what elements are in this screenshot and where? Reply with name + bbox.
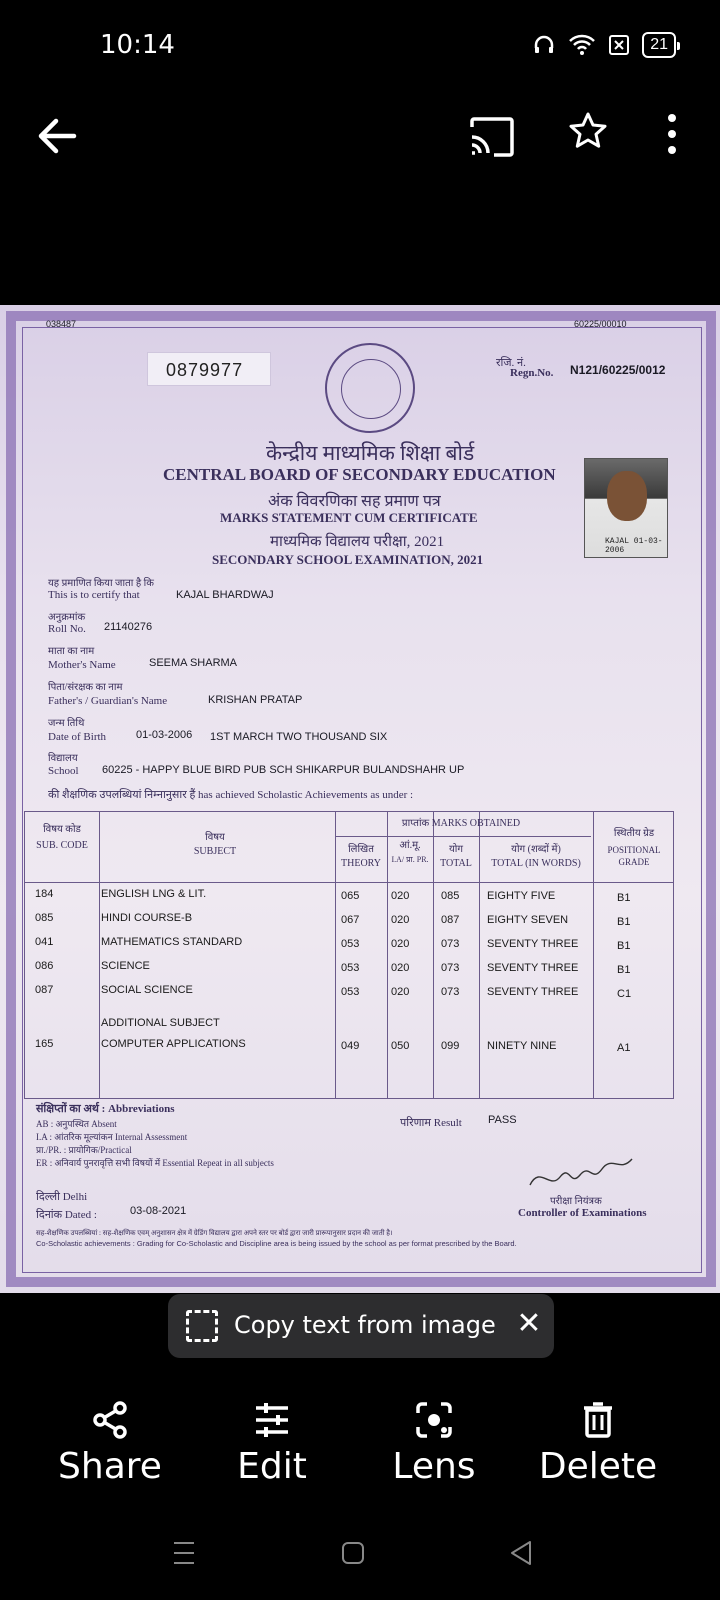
copy-text-chip[interactable] [168,1294,554,1358]
star-icon[interactable] [568,111,608,151]
school-name: 60225 - HAPPY BLUE BIRD PUB SCH SHIKARPUR BULANDSHAHR UP [102,764,465,776]
battery-icon: 21 [642,32,676,58]
cell-code: 086 [35,960,54,972]
footer-hindi: सह-शैक्षणिक उपलब्धियां : सह-शैक्षणिक एवम् अनुशासन क्षेत्र में ग्रेडिंग विद्यालय द्वारा अपने स्तर पर बोर्ड द्वारा जारी प्रारूपानुसार प्रदान की जाती है। [36,1229,393,1237]
cell-words: NINETY NINE [487,1040,557,1052]
share-label: Share [58,1446,162,1487]
footer-english: Co-Scholastic achievements : Grading for Co-Scholastic and Discipline area is being issued by the school as per format prescribed by the Board. [36,1239,517,1248]
th-ia: I.A/ प्रा. PR. [391,855,429,864]
lens-icon [414,1400,454,1440]
serial-left: 038487 [46,319,77,329]
exam-title: SECONDARY SCHOOL EXAMINATION, 2021 [212,552,484,567]
cell-code: 184 [35,888,54,900]
place: दिल्ली Delhi [36,1191,88,1203]
regn-label: Regn.No. [510,367,554,379]
mother-label: Mother's Name [48,659,116,671]
controller-label: Controller of Examinations [518,1207,647,1219]
board-name-hindi: केन्द्रीय माध्यमिक शिक्षा बोर्ड [266,441,475,465]
certify-hindi: यह प्रमाणित किया जाता है कि [48,578,154,589]
clock: 10:14 [100,30,175,60]
delete-label: Delete [538,1446,658,1487]
certificate-title: MARKS STATEMENT CUM CERTIFICATE [220,510,478,525]
cell-total: 073 [441,962,460,974]
exam-title-hindi: माध्यमिक विद्यालय परीक्षा, 2021 [270,534,445,550]
father-hindi: पिता/संरक्षक का नाम [48,682,123,693]
cell-grade: C1 [617,988,632,1000]
th-grade: POSITIONAL GRADE [607,845,661,867]
wifi-icon [568,33,596,57]
regn-number: N121/60225/0012 [570,363,666,377]
th-ia-hindi: आं.मू. [399,840,421,851]
dob-hindi: जन्म तिथि [48,718,85,729]
status-icons [532,32,676,58]
cell-total: 087 [441,914,460,926]
serial-right: 60225/00010 [574,319,627,329]
delete-button[interactable] [518,1400,678,1487]
cell-subject: MATHEMATICS STANDARD [101,936,243,948]
certify-label: This is to certify that [48,589,140,601]
th-subject: SUBJECT [193,846,237,857]
scan-text-icon [186,1310,218,1342]
roll-label: Roll No. [48,623,86,635]
achievements-line: की शैक्षणिक उपलब्धियां निम्नानुसार हैं has achieved Scholastic Achievements as under : [48,789,414,801]
headset-icon [532,33,556,57]
edit-label: Edit [237,1446,307,1487]
app-bar [0,95,720,175]
th-marks-obtained: प्राप्तांक MARKS OBTAINED [401,818,521,829]
th-theory: THEORY [341,858,381,869]
cell-code: 085 [35,912,54,924]
cell-words: EIGHTY FIVE [487,890,556,902]
back-arrow-icon[interactable] [34,113,80,159]
cell-grade: B1 [617,892,631,904]
th-words-hindi: योग (शब्दों में) [511,844,561,855]
cell-grade: B1 [617,940,631,952]
regn-label-hindi: रजि. नं. [496,357,526,369]
cell-theory: 053 [341,962,360,974]
cell-ia: 020 [391,914,410,926]
system-nav-bar [0,1530,720,1580]
dated-label: दिनांक Dated : [36,1209,97,1221]
th-total: TOTAL [440,858,472,869]
cell-theory: 067 [341,914,360,926]
cell-subject: HINDI COURSE-B [101,912,193,924]
board-name: CENTRAL BOARD OF SECONDARY EDUCATION [163,465,556,484]
signature-icon [526,1157,646,1197]
school-label: School [48,765,79,777]
abbr-title: संक्षिप्तों का अर्थ : Abbreviations [36,1103,175,1115]
cell-subject: SCIENCE [101,960,150,972]
certificate-image[interactable] [0,305,720,1293]
cell-ia: 020 [391,986,410,998]
mother-hindi: माता का नाम [48,646,95,657]
cell-theory: 049 [341,1040,360,1052]
father-label: Father's / Guardian's Name [48,695,168,707]
lens-button[interactable] [354,1400,514,1487]
more-options-icon[interactable] [660,111,684,157]
cell-code: 165 [35,1038,54,1050]
cell-subject: ENGLISH LNG & LIT. [101,888,207,900]
cell-ia: 020 [391,890,410,902]
th-subject-hindi: विषय [205,832,225,843]
marks-table [24,811,674,1099]
cell-total: 085 [441,890,460,902]
dated: 03-08-2021 [130,1205,187,1217]
cell-total: 073 [441,938,460,950]
cell-grade: B1 [617,916,631,928]
student-photo [584,458,668,558]
bottom-actions [0,1400,720,1510]
dob-label: Date of Birth [48,731,107,743]
cell-grade: B1 [617,964,631,976]
trash-icon [578,1400,618,1440]
roll-number: 21140276 [104,621,153,633]
roll-hindi: अनुक्रमांक [48,612,86,623]
copy-text-label: Copy text from image [234,1311,496,1339]
cell-words: SEVENTY THREE [487,962,579,974]
cell-words: SEVENTY THREE [487,938,579,950]
cell-subject: COMPUTER APPLICATIONS [101,1038,246,1050]
cbse-seal-icon [325,343,415,433]
th-grade-hindi: स्थितीय ग्रेड [613,828,655,839]
cell-ia: 020 [391,962,410,974]
cell-subject: SOCIAL SCIENCE [101,984,193,996]
cell-code: 041 [35,936,54,948]
cell-theory: 053 [341,986,360,998]
cell-code: 087 [35,984,54,996]
result-label: परिणाम Result [400,1117,462,1129]
abbr-pr: प्रा./PR. : प्रायोगिक/Practical [36,1145,132,1155]
share-icon [90,1400,130,1440]
abbr-ia: I.A : आंतरिक मूल्यांकन Internal Assessment [36,1132,188,1142]
cell-total: 099 [441,1040,460,1052]
certificate-number-box [147,352,271,386]
tune-icon [252,1400,292,1440]
recents-icon[interactable] [172,1538,196,1568]
status-bar [0,0,720,90]
sim-off-icon [608,34,630,56]
photo-caption: KAJAL 01-03-2006 [605,537,663,555]
home-icon[interactable] [340,1538,366,1568]
th-code-hindi: विषय कोड [43,824,81,835]
cell-words: EIGHTY SEVEN [487,914,569,926]
cast-icon[interactable] [468,115,516,159]
lens-label: Lens [392,1446,476,1487]
certificate-number: 0879977 [166,360,244,380]
result-value: PASS [488,1114,517,1126]
close-chip-icon[interactable]: ✕ [516,1307,542,1340]
school-hindi: विद्यालय [48,753,78,764]
share-button[interactable] [30,1400,190,1487]
student-face [607,471,647,521]
dob: 01-03-2006 [136,729,193,741]
cell-total: 073 [441,986,460,998]
student-name: KAJAL BHARDWAJ [176,589,274,601]
th-code: SUB. CODE [36,840,88,851]
controller-hindi: परीक्षा नियंत्रक [550,1196,602,1207]
cell-ia: 020 [391,938,410,950]
edit-button[interactable] [192,1400,352,1487]
abbr-absent: AB : अनुपस्थित Absent [36,1119,117,1129]
th-words: TOTAL (IN WORDS) [491,858,581,869]
cell-grade: A1 [617,1042,631,1054]
additional-subject-label: ADDITIONAL SUBJECT [101,1017,220,1029]
abbr-er: ER : अनिवार्य पुनरावृत्ति सभी विषयों में Essential Repeat in all subjects [36,1158,274,1168]
dob-words: 1ST MARCH TWO THOUSAND SIX [210,731,388,743]
certificate-title-hindi: अंक विवरणिका सह प्रमाण पत्र [268,493,441,510]
back-nav-icon[interactable] [508,1538,534,1568]
mother-name: SEEMA SHARMA [149,657,238,669]
cell-ia: 050 [391,1040,410,1052]
th-theory-hindi: लिखित [348,844,374,855]
th-total-hindi: योग [448,844,464,855]
cell-theory: 065 [341,890,360,902]
cell-theory: 053 [341,938,360,950]
father-name: KRISHAN PRATAP [208,694,303,706]
cell-words: SEVENTY THREE [487,986,579,998]
